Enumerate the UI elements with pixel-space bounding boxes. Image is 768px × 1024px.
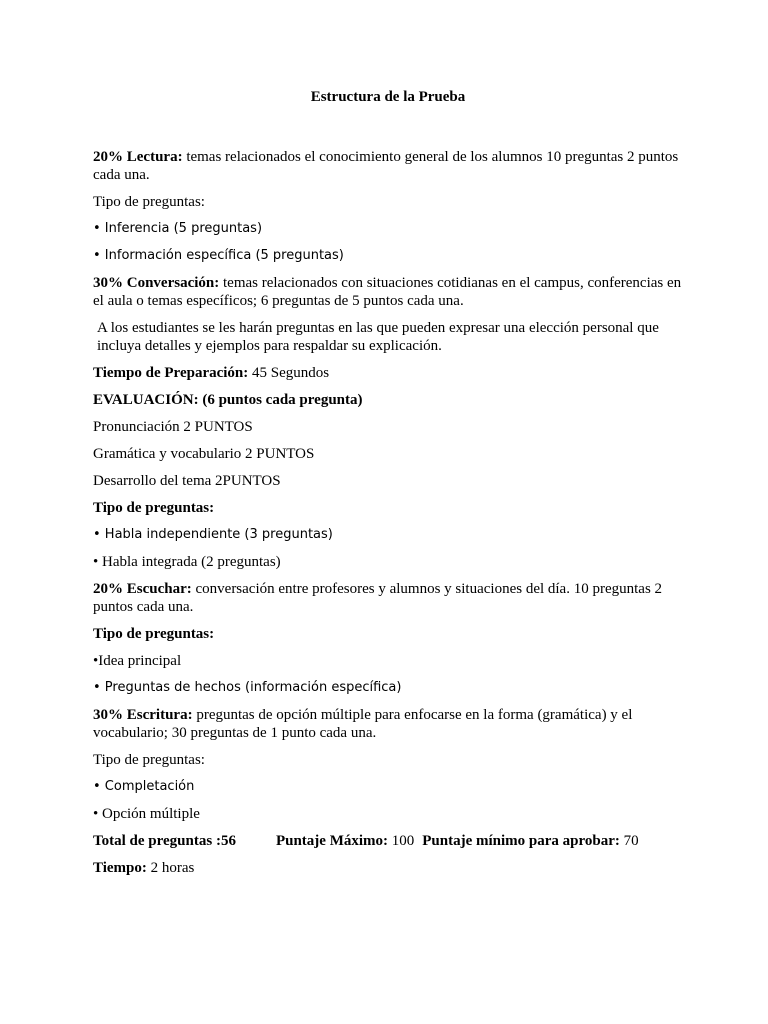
escuchar-item-hechos: • Preguntas de hechos (información específica)	[93, 680, 402, 695]
lectura-paragraph	[93, 148, 683, 184]
tiempo-value: 2 horas	[146, 860, 195, 876]
puntaje-maximo-value: 100	[388, 833, 415, 849]
escritura-item-completacion: • Completación	[93, 779, 195, 794]
criterio-gramatica: Gramática y vocabulario 2 PUNTOS	[93, 446, 315, 462]
document-page	[93, 88, 683, 886]
lectura-tipo-label: Tipo de preguntas:	[93, 194, 205, 210]
escuchar-text: conversación entre profesores y alumnos y situaciones del día. 10 preguntas 2 puntos cada una.	[93, 581, 663, 615]
tiempo-label: Tiempo:	[93, 860, 147, 876]
preparacion-value: 45 Segundos	[248, 365, 330, 381]
totals-line	[93, 832, 683, 850]
criterio-desarrollo: Desarrollo del tema 2PUNTOS	[93, 473, 281, 489]
document-title: Estructura de la Prueba	[310, 89, 466, 105]
conversacion-tipo-text: Tipo de preguntas:	[93, 500, 215, 516]
evaluacion-text: EVALUACIÓN: (6 puntos cada pregunta)	[93, 392, 363, 408]
puntaje-minimo-label: Puntaje mínimo para aprobar:	[422, 833, 620, 849]
conversacion-item-independiente: • Habla independiente (3 preguntas)	[93, 527, 333, 542]
escuchar-heading: 20% Escuchar:	[93, 581, 192, 597]
escritura-item-opcion: • Opción múltiple	[93, 806, 200, 822]
puntaje-minimo-value: 70	[619, 833, 639, 849]
lectura-item-inferencia: • Inferencia (5 preguntas)	[93, 221, 263, 236]
conversacion-paragraph	[93, 274, 683, 310]
escuchar-paragraph	[93, 580, 683, 616]
conversacion-item-integrada: • Habla integrada (2 preguntas)	[93, 554, 281, 570]
conversacion-heading: 30% Conversación:	[93, 275, 220, 291]
conversacion-description: A los estudiantes se les harán preguntas en las que pueden expresar una elección personal que incluya detalles y ejemplos para respaldar su explicación.	[97, 320, 659, 354]
puntaje-maximo-label: Puntaje Máximo:	[275, 833, 389, 849]
escritura-text: preguntas de opción múltiple para enfocarse en la forma (gramática) y el vocabulario; 30 preguntas de 1 punto cada una.	[93, 707, 633, 741]
evaluacion-heading	[93, 391, 683, 409]
lectura-text: temas relacionados el conocimiento general de los alumnos 10 preguntas 2 puntos cada una.	[93, 149, 679, 183]
escuchar-item-idea: •Idea principal	[93, 653, 182, 669]
criterio-pronunciacion: Pronunciación 2 PUNTOS	[93, 419, 253, 435]
conversacion-text: temas relacionados con situaciones cotidianas en el campus, conferencias en el aula o temas específicos; 6 preguntas de 5 puntos cada una.	[93, 275, 682, 309]
escritura-heading: 30% Escritura:	[93, 707, 193, 723]
lectura-heading: 20% Lectura:	[93, 149, 183, 165]
escritura-paragraph	[93, 706, 683, 742]
escritura-tipo-label: Tipo de preguntas:	[93, 752, 205, 768]
preparacion-paragraph	[93, 364, 683, 382]
conversacion-tipo-label	[93, 499, 683, 517]
tiempo-line	[93, 859, 683, 877]
escuchar-tipo-text: Tipo de preguntas:	[93, 626, 215, 642]
escuchar-tipo-label	[93, 625, 683, 643]
total-preguntas: Total de preguntas :56	[93, 833, 236, 849]
lectura-item-informacion: • Información específica (5 preguntas)	[93, 248, 344, 263]
preparacion-label: Tiempo de Preparación:	[93, 365, 249, 381]
